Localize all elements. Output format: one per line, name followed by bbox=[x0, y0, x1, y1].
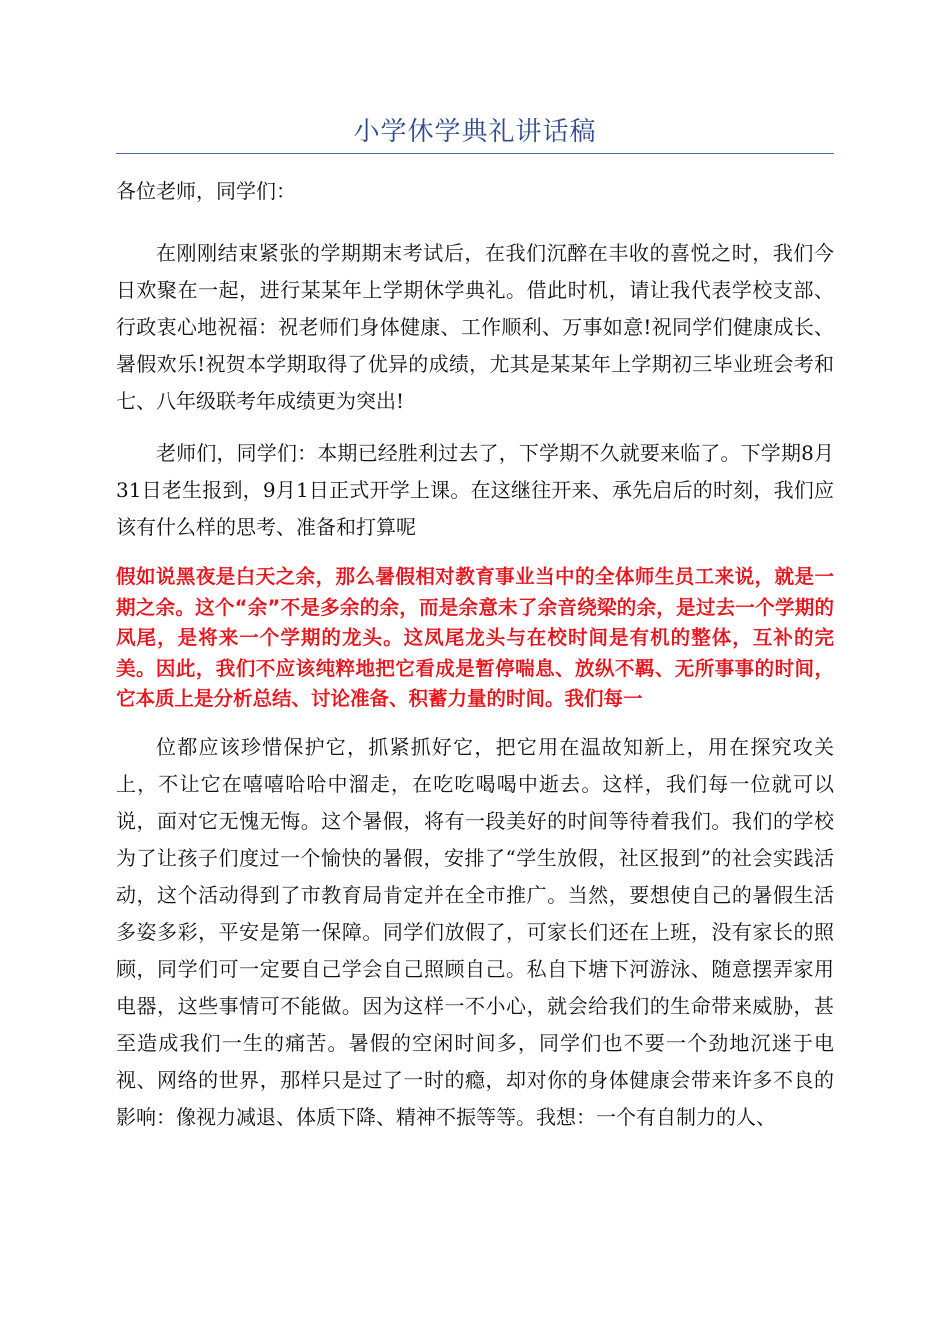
document-body bbox=[116, 173, 834, 1136]
document-title: 小学休学典礼讲话稿 bbox=[353, 117, 597, 147]
paragraph-opening: 在刚刚结束紧张的学期期末考试后，在我们沉醉在丰收的喜悦之时，我们今日欢聚在一起，进行某某年上学期休学典礼。借此时机，请让我代表学校支部、行政衷心地祝福：祝老师们身体健康、工作顺利、万事如意!祝同学们健康成长、暑假欢乐!祝贺本学期取得了优异的成绩，尤其是某某年上学期初三毕业班会考和七、八年级联考年成绩更为突出! bbox=[116, 241, 834, 413]
title-underline bbox=[116, 153, 834, 154]
highlighted-paragraph: 假如说黑夜是白天之余，那么暑假相对教育事业当中的全体师生员工来说，就是一期之余。这个“余”不是多余的余，而是余意未了余音绕梁的余，是过去一个学期的凤尾，是将来一个学期的龙头。这凤尾龙头与在校时间是有机的整体，互补的完美。因此，我们不应该纯粹地把它看成是暂停喘息、放纵不羁、无所事事的时间，它本质上是分析总结、讨论准备、积蓄力量的时间。我们每一 bbox=[116, 565, 834, 710]
paragraph-continuation: 位都应该珍惜保护它，抓紧抓好它，把它用在温故知新上，用在探究攻关上，不让它在嘻嘻哈哈中溜走，在吃吃喝喝中逝去。这样，我们每一位就可以说，面对它无愧无悔。这个暑假，将有一段美好的时间等待着我们。我们的学校为了让孩子们度过一个愉快的暑假，安排了“学生放假，社区报到”的社会实践活动，这个活动得到了市教育局肯定并在全市推广。当然，要想使自己的暑假生活多姿多彩，平安是第一保障。同学们放假了，可家长们还在上班，没有家长的照顾，同学们可一定要自己学会自己照顾自己。私自下塘下河游泳、随意摆弄家用电器，这些事情可不能做。因为这样一不小心，就会给我们的生命带来威胁，甚至造成我们一生的痛苦。暑假的空闲时间多，同学们也不要一个劲地沉迷于电视、网络的世界，那样只是过了一时的瘾，却对你的身体健康会带来许多不良的影响：像视力减退、体质下降、精神不振等等。我想：一个有自制力的人、 bbox=[116, 734, 834, 1129]
salutation: 各位老师，同学们： bbox=[116, 179, 296, 203]
paragraph-next-term: 老师们，同学们：本期已经胜利过去了，下学期不久就要来临了。下学期8月31日老生报到，9月1日正式开学上课。在这继往开来、承先启后的时刻，我们应该有什么样的思考、准备和打算呢 bbox=[116, 441, 834, 539]
